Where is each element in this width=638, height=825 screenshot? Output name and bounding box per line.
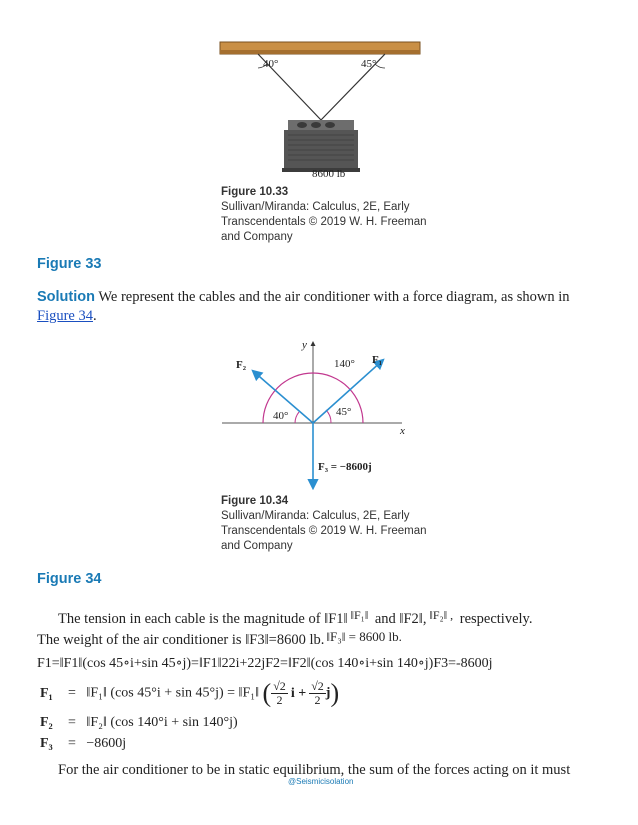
angle-arc-40 bbox=[295, 412, 299, 423]
fig34-x-label: x bbox=[400, 425, 405, 437]
f2-magnitude-img: ‖F₂‖ , bbox=[429, 608, 454, 622]
fig33-caption-title: Figure 10.33 bbox=[221, 186, 289, 198]
fig34-f3-label: F₃ = −8600j bbox=[318, 461, 372, 473]
fig33-caption-line1: Sullivan/Miranda: Calculus, 2E, Early bbox=[221, 201, 410, 213]
fig33-caption-line3: and Company bbox=[221, 231, 293, 243]
fig34-y-label: y bbox=[302, 339, 307, 351]
f1-magnitude-img: ‖F₁‖ bbox=[350, 608, 369, 622]
fig33-caption bbox=[221, 185, 441, 245]
solution-paragraph: Solution We represent the cables and the air conditioner with a force diagram, as shown in Figure 34. bbox=[37, 289, 570, 324]
fig34-f2-label: F₂ bbox=[236, 359, 247, 371]
fig34-angle-45: 45° bbox=[336, 406, 352, 418]
angle-arc-45 bbox=[326, 410, 331, 423]
fig33-weight-label: 8600 lb bbox=[312, 168, 346, 180]
fig34-caption-line2: Transcendentals © 2019 W. H. Freeman bbox=[221, 525, 427, 537]
solution-text: We represent the cables and the air conditioner with a force diagram, as shown in bbox=[95, 289, 570, 305]
f3-magnitude-img: ‖F₃‖ = 8600 lb. bbox=[326, 629, 402, 644]
figure-34-link[interactable]: Figure 34 bbox=[37, 308, 93, 324]
equation-f2: F₂ = ‖F₂‖ (cos 140°i + sin 140°j) bbox=[40, 715, 238, 730]
equation-f1: F₁ = ‖F₁‖ (cos 45°i + sin 45°j) = ‖F₁‖ ( $\frac{√2}{2}$ i + $\frac{√2}{2}$ j) bbox=[40, 678, 340, 708]
fig34-caption-line1: Sullivan/Miranda: Calculus, 2E, Early bbox=[221, 510, 410, 522]
fig34-angle-40: 40° bbox=[273, 410, 289, 422]
equilibrium-paragraph: For the air conditioner to be in static equilibrium, the sum of the forces acting on it must bbox=[58, 762, 571, 778]
fig33-caption-line2: Transcendentals © 2019 W. H. Freeman bbox=[221, 216, 427, 228]
fig34-angle-140: 140° bbox=[334, 358, 355, 370]
fig34-caption-title: Figure 10.34 bbox=[221, 495, 289, 507]
fig33-angle-left: 40° bbox=[263, 58, 279, 70]
figure-34-heading: Figure 34 bbox=[37, 571, 102, 587]
fig33-angle-right: 45° bbox=[361, 58, 377, 70]
watermark: @Seismicisolation bbox=[288, 777, 354, 786]
fig34-caption bbox=[221, 494, 441, 554]
fig34-f1-label: F₁ bbox=[372, 354, 383, 366]
figure-33-illustration bbox=[218, 40, 422, 186]
air-conditioner-unit bbox=[282, 120, 360, 172]
f1-magnitude-text: ‖F1‖ bbox=[324, 611, 348, 627]
equation-plain-text: F1=‖F1‖(cos 45∘i+sin 45∘j)=‖F1‖22i+22jF2=‖F2‖(cos 140∘i+sin 140∘j)F3=-8600j bbox=[37, 656, 493, 671]
solution-label: Solution bbox=[37, 289, 95, 305]
fig34-caption-line3: and Company bbox=[221, 540, 293, 552]
f3-magnitude-text: ‖F3‖=8600 lb. bbox=[245, 632, 325, 648]
tension-paragraph-line1: The tension in each cable is the magnitude of ‖F1‖ $^{‖F_1‖}$ and ‖F2‖, $^{‖F_2‖ ,}$ respectively. bbox=[58, 608, 533, 627]
tension-paragraph-line2: The weight of the air conditioner is ‖F3‖=8600 lb. ‖F₃‖ = 8600 lb. bbox=[37, 629, 402, 648]
f2-magnitude-text: ‖F2‖, bbox=[399, 611, 427, 627]
equation-f3: F₃ = −8600j bbox=[40, 736, 127, 751]
figure-33-heading: Figure 33 bbox=[37, 256, 102, 272]
